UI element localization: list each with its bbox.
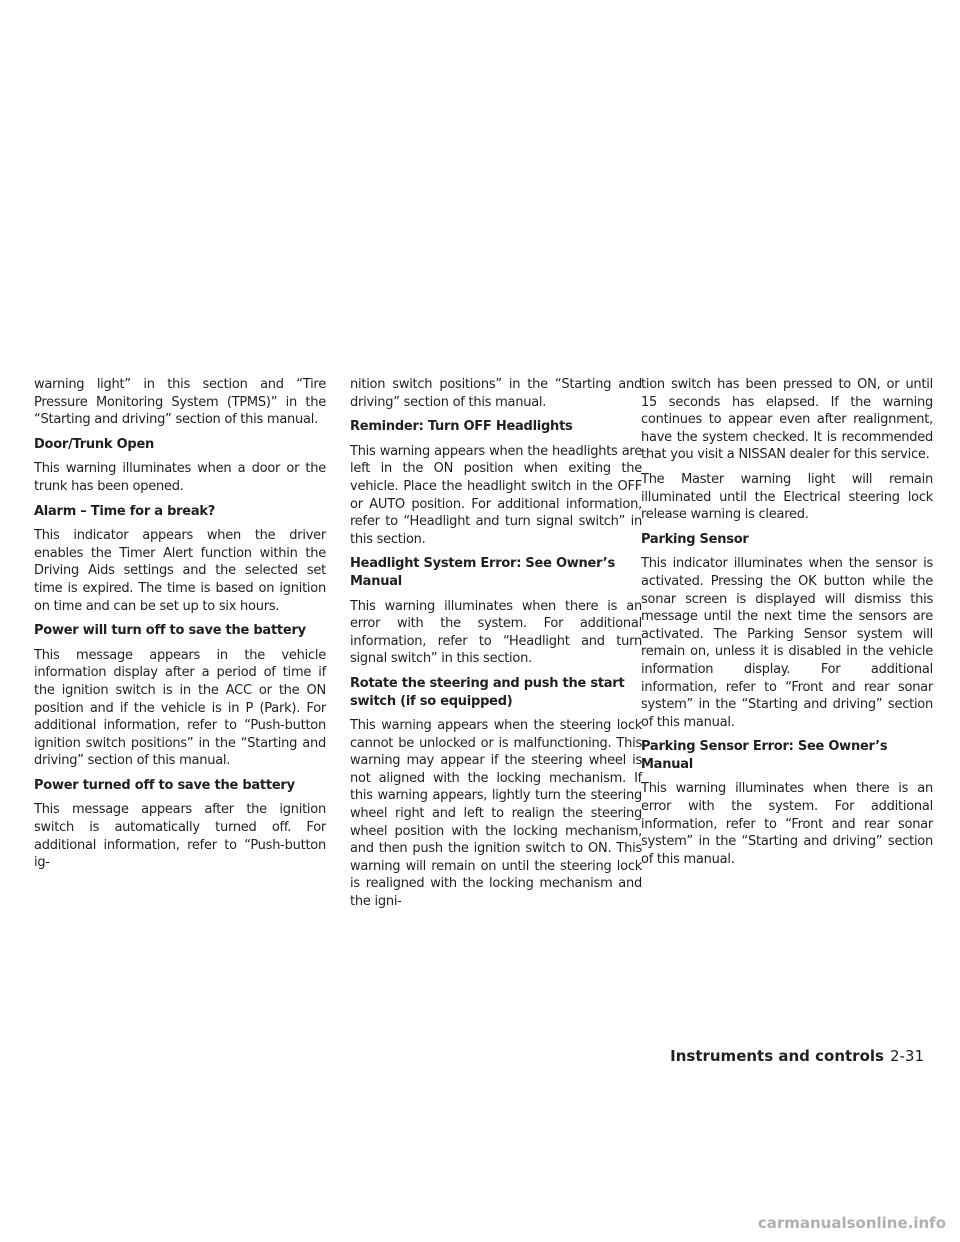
heading-alarm-break: Alarm – Time for a break? <box>34 503 216 519</box>
section-title: Instruments and controls <box>670 1047 884 1065</box>
column-1 <box>34 376 326 879</box>
paragraph: This warning illuminates when there is an error with the system. For additional information, refer to “Headlight and turn signal switch” in this section. <box>350 598 642 667</box>
paragraph: warning light” in this section and “Tire Pressure Monitoring System (TPMS)” in the “Starting and driving” section of this manual. <box>34 377 326 428</box>
watermark: carmanualsonline.info <box>757 1214 946 1232</box>
heading-door-trunk-open: Door/Trunk Open <box>34 436 155 452</box>
page-number: 2-31 <box>889 1047 924 1065</box>
paragraph: This warning illuminates when a door or the trunk has been opened. <box>34 461 326 494</box>
paragraph: This warning illuminates when there is an error with the system. For additional information, refer to “Front and rear sonar system” in the “Starting and driving” section of this manual. <box>641 781 933 867</box>
paragraph: tion switch has been pressed to ON, or until 15 seconds has elapsed. If the warning continues to appear even after realignment, have the system checked. It is recommended that you visit a NISSAN dealer for this service. <box>641 377 933 463</box>
column-2 <box>350 376 642 918</box>
paragraph: This message appears in the vehicle information display after a period of time if the ignition switch is in the ACC or the ON position and if the vehicle is in P (Park). For additional information, refer to “Push-button ignition switch positions” in the “Starting and driving” section of this manual. <box>34 647 326 769</box>
paragraph: The Master warning light will remain illuminated until the Electrical steering lock release warning is cleared. <box>641 471 933 523</box>
heading-reminder-headlights: Reminder: Turn OFF Headlights <box>350 419 573 435</box>
paragraph: nition switch positions” in the “Starting and driving” section of this manual. <box>350 377 642 410</box>
column-3 <box>641 376 933 875</box>
heading-rotate-steering: Rotate the steering and push the start switch (if so equipped) <box>350 675 625 709</box>
heading-headlight-system-error: Headlight System Error: See Owner’s Manual <box>350 556 615 589</box>
paragraph: This message appears after the ignition switch is automatically turned off. For additional information, refer to “Push-button ig- <box>34 802 326 871</box>
paragraph: This warning appears when the headlights are left in the ON position when exiting the vehicle. Place the headlight switch in the OFF or AUTO position. For additional information, refer to “Headlight and turn signal switch” in this section. <box>350 443 642 547</box>
paragraph: This indicator illuminates when the sensor is activated. Pressing the OK button while the sonar screen is displayed will dismiss this message until the next time the sensors are activated. The Parking Sensor system will remain on, unless it is disabled in the vehicle information display. For additional information, refer to “Front and rear sonar system” in the “Starting and driving” section of this manual. <box>641 556 933 730</box>
paragraph: This warning appears when the steering lock cannot be unlocked or is malfunctioning. This warning may appear if the steering wheel is not aligned with the locking mechanism. If this warning appears, lightly turn the steering wheel right and left to realign the steering wheel position with the locking mechanism, and then push the ignition switch to ON. This warning will remain on until the steering lock is realigned with the locking mechanism and the igni- <box>350 718 642 910</box>
heading-parking-sensor-error: Parking Sensor Error: See Owner’s Manual <box>641 739 888 772</box>
heading-power-will-turn-off: Power will turn off to save the battery <box>34 623 306 639</box>
page-footer <box>670 1047 924 1065</box>
heading-power-turned-off: Power turned off to save the battery <box>34 777 295 793</box>
heading-parking-sensor: Parking Sensor <box>641 531 749 547</box>
paragraph: This indicator appears when the driver enables the Timer Alert function within the Driving Aids settings and the selected set time is expired. The time is based on ignition on time and can be set up to six hours. <box>34 528 326 614</box>
